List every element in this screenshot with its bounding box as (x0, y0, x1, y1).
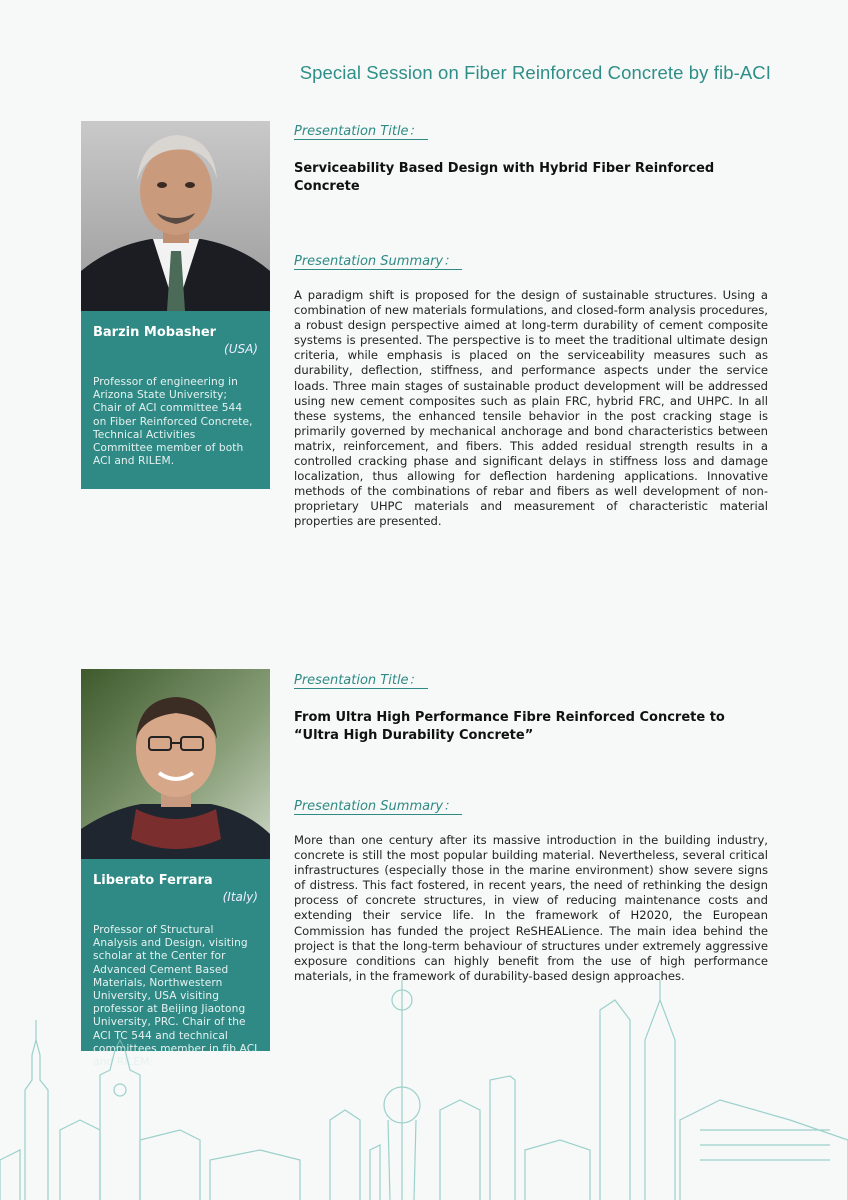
presentation-title-label: Presentation Title： (294, 669, 428, 689)
speaker-name: Barzin Mobasher (93, 325, 217, 340)
speaker-bio: Professor of engineering in Arizona State University; Chair of ACI committee 544 on Fiber Reinforced Concrete, Technical Activities Committee member of both ACI and RILEM. (93, 376, 253, 468)
presentation-block-1 (294, 120, 768, 530)
speaker-photo (81, 669, 270, 859)
presentation-summary: More than one century after its massive introduction in the building industry, concrete is still the most popular building material. Nevertheless, several critical infrastructures (especially those in the marine environment) show severe signs of distress. This fact fostered, in recent years, the need of rethinking the design process of concrete structures, in view of reducing maintenance costs and extending their service life. In the framework of H2020, the European Commission has funded the project ReSHEALience. The main idea behind the project is that the long-term behaviour of structures under extremely aggressive exposure conditions can highly benefit from the use of high performance materials, in the framework of durability-based design approaches. (294, 833, 768, 983)
speaker-country: (USA) (224, 342, 258, 356)
presentation-summary: A paradigm shift is proposed for the design of sustainable structures. Using a combination of new materials formulations, and closed-form analysis procedures, a robust design perspective aimed at long-term durability of cement composite systems is presented. The perspective is to meet the traditional ultimate design criteria, while emphasis is placed on the serviceability measures such as durability, deflection, stiffness, and performance aspects under the service loads. Three main stages of sustainable product development will be addressed using new cement composites such as plain FRC, hybrid FRC, and UHPC. In all these systems, the enhanced tensile behavior in the post cracking stage is primarily governed by mechanical anchorage and bond characteristics between matrix, reinforcement, and fibers. This added residual strength results in a controlled cracking phase and significant delays in stiffness loss and damage localization, thus allowing for deflection hardening applications. Innovative methods of the combinations of rebar and fibers as well development of non-proprietary UHPC materials and measurement of characteristic material properties are presented. (294, 288, 768, 529)
speaker-bio: Professor of Structural Analysis and Design, visiting scholar at the Center for Advanced Cement Based Materials, Northwestern University, USA visiting professor at Beijing Jiaotong University, PRC. Chair of the ACI TC 544 and technical committees member in fib ACI and RILEM. (93, 924, 258, 1069)
city-skyline-illustration (0, 980, 848, 1200)
presentation-title-label: Presentation Title： (294, 120, 428, 140)
speaker-country: (Italy) (222, 890, 258, 904)
presentation-summary-label: Presentation Summary： (294, 250, 462, 270)
presentation-summary-label: Presentation Summary： (294, 795, 462, 815)
speaker-photo (81, 121, 270, 311)
page-title: Special Session on Fiber Reinforced Concrete by fib-ACI (299, 62, 771, 83)
presentation-title: Serviceability Based Design with Hybrid Fiber Reinforced Concrete (294, 161, 715, 194)
speaker-name: Liberato Ferrara (93, 873, 213, 888)
presentation-title: From Ultra High Performance Fibre Reinforced Concrete to “Ultra High Durability Concrete” (294, 710, 725, 743)
speaker-card-mobasher (81, 121, 270, 489)
presentation-block-2 (294, 669, 768, 984)
